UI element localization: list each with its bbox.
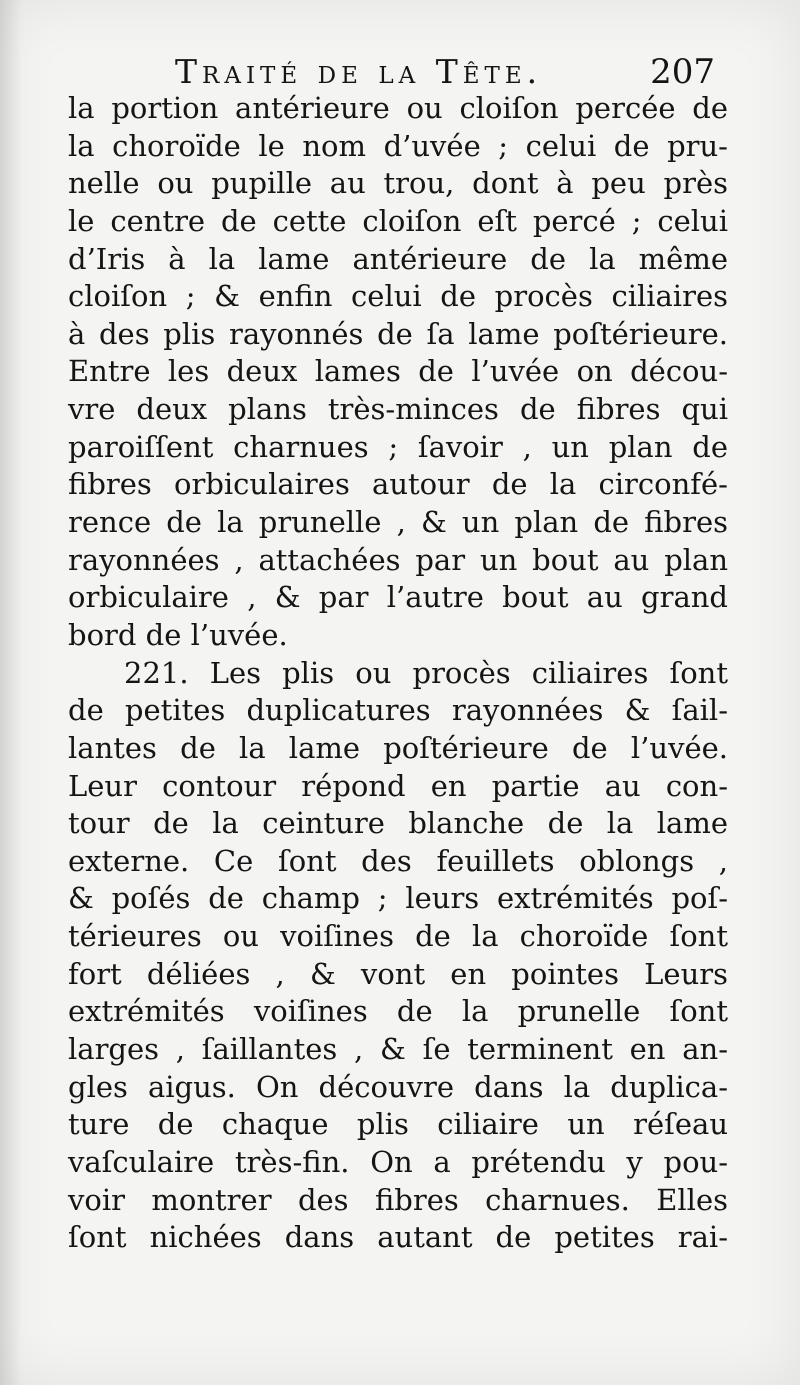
running-head — [175, 50, 715, 92]
running-title: Traité de la Tête. — [175, 52, 543, 91]
text-line: voir montrer des fibres charnues. Elles — [68, 1182, 728, 1217]
text-line: le centre de cette cloiſon eſt percé ; celui — [68, 203, 728, 238]
text-line: la choroïde le nom d’uvée ; celui de pru- — [68, 128, 728, 163]
text-line: cloiſon ; & enfin celui de procès ciliaires — [68, 279, 728, 314]
text-line: ture de chaque plis ciliaire un réſeau — [68, 1107, 728, 1142]
text-line: nelle ou pupille au trou, dont à peu près — [68, 166, 728, 201]
text-line: vre deux plans très-minces de fibres qui — [68, 392, 728, 427]
text-line: térieures ou voiſines de la choroïde ſont — [68, 919, 728, 954]
paragraph-start-line: 221. Les plis ou procès ciliaires ſont — [124, 655, 728, 690]
body-text — [68, 90, 728, 1257]
text-line: à des plis rayonnés de ſa lame poſtérieure. — [68, 316, 728, 351]
text-line: Leur contour répond en partie au con- — [68, 768, 728, 803]
text-line: fibres orbiculaires autour de la circonfé- — [68, 467, 728, 502]
text-line: orbiculaire , & par l’autre bout au grand — [68, 580, 728, 615]
text-line: d’Iris à la lame antérieure de la même — [68, 241, 728, 276]
text-line: tour de la ceinture blanche de la lame — [68, 806, 728, 841]
gutter-shadow — [0, 0, 22, 1385]
text-line: rence de la prunelle , & un plan de fibres — [68, 505, 728, 540]
text-line: externe. Ce ſont des feuillets oblongs , — [68, 843, 728, 878]
paragraph-end-line: bord de l’uvée. — [68, 617, 288, 652]
text-line: fort déliées , & vont en pointes Leurs — [68, 956, 728, 991]
text-line: lantes de la lame poſtérieure de l’uvée. — [68, 730, 728, 765]
text-line: & poſés de champ ; leurs extrémités poſ- — [68, 881, 728, 916]
text-line: vaſculaire très-fin. On a prétendu y pou- — [68, 1144, 728, 1179]
text-line: Entre les deux lames de l’uvée on décou- — [68, 354, 728, 389]
text-line: de petites duplicatures rayonnées & ſail- — [68, 693, 728, 728]
page-number: 207 — [650, 52, 715, 92]
text-line: ſont nichées dans autant de petites rai- — [68, 1220, 728, 1255]
text-line: la portion antérieure ou cloiſon percée de — [68, 91, 728, 125]
text-line: rayonnées , attachées par un bout au plan — [68, 542, 728, 577]
text-line: gles aigus. On découvre dans la duplica- — [68, 1069, 728, 1104]
text-line: paroiſſent charnues ; ſavoir , un plan de — [68, 429, 728, 464]
text-line: larges , ſaillantes , & ſe terminent en an- — [68, 1032, 728, 1067]
text-line: extrémités voiſines de la prunelle ſont — [68, 994, 728, 1029]
